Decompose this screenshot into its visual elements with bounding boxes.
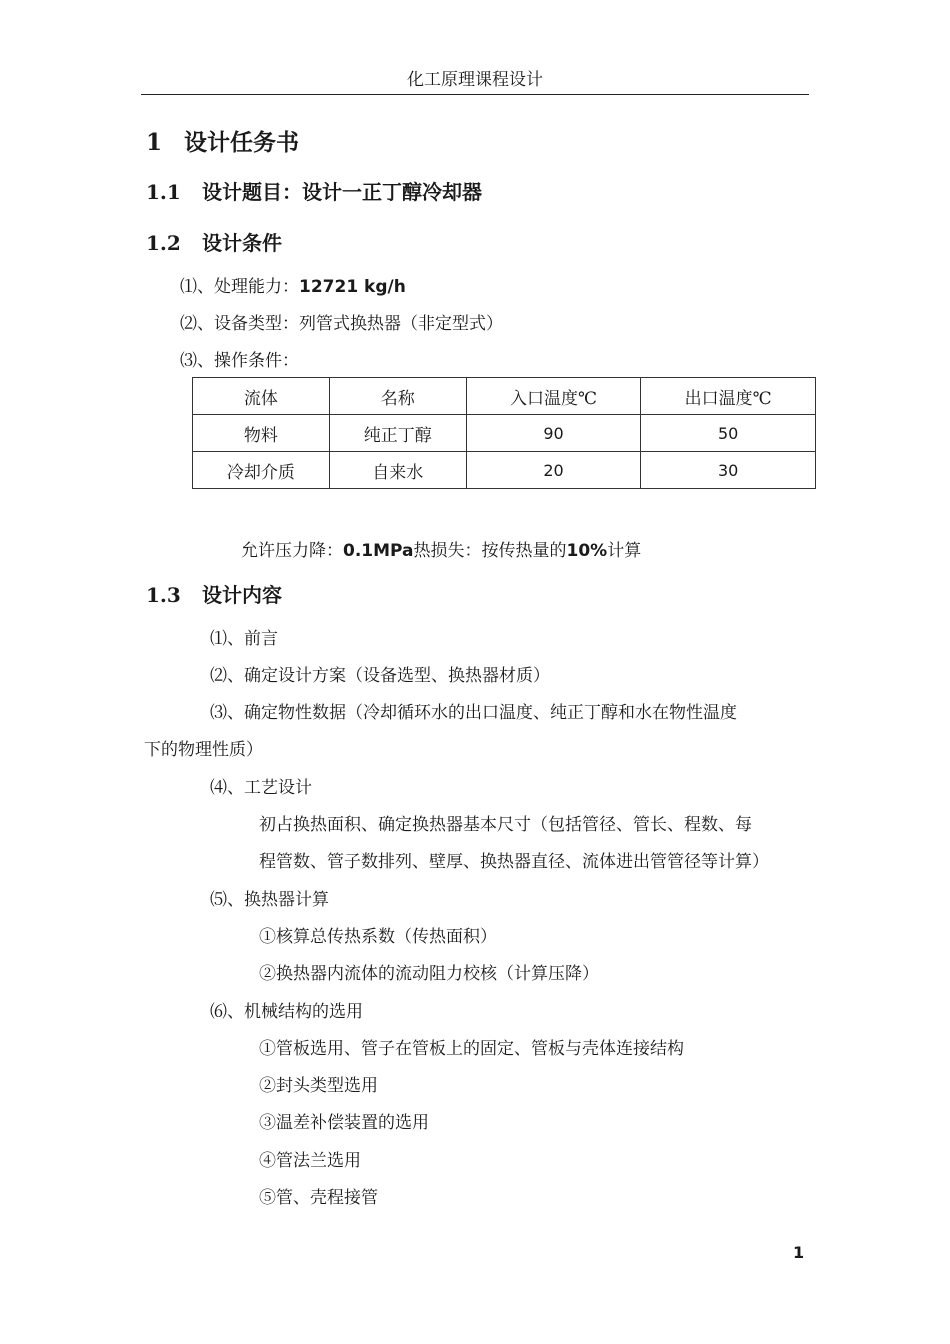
table-cell: 纯正丁醇: [329, 415, 466, 452]
section-number: 1.2: [146, 231, 181, 255]
page-header: 化工原理课程设计: [141, 66, 809, 95]
section-number: 1.1: [146, 180, 181, 204]
section-1-heading: [146, 124, 299, 157]
section-number: 1.3: [146, 583, 181, 607]
table-header-cell: 入口温度℃: [466, 378, 641, 415]
content-subitem: 程管数、管子数排列、壁厚、换热器直径、流体进出管管径等计算）: [259, 852, 769, 872]
table-row: [193, 415, 816, 452]
section-title: 设计题目：设计一正丁醇冷却器: [202, 180, 482, 204]
heat-loss-suffix: 计算: [607, 541, 642, 561]
table-cell: 冷却介质: [193, 452, 330, 489]
capacity-label: ⑴、处理能力：: [180, 277, 299, 297]
allowance-line: [241, 536, 641, 561]
content-item: ⑷、工艺设计: [210, 778, 312, 798]
section-number: 1: [146, 129, 163, 156]
section-title: 设计任务书: [184, 129, 299, 156]
content-item: ⑹、机械结构的选用: [210, 1002, 363, 1022]
pressure-drop-value: 0.1MPa: [343, 541, 414, 561]
section-1-1-heading: [146, 176, 482, 205]
section-title: 设计条件: [202, 231, 282, 255]
content-subitem: ①管板选用、管子在管板上的固定、管板与壳体连接结构: [259, 1039, 684, 1059]
table-row: [193, 452, 816, 489]
capacity-value: 12721 kg/h: [299, 277, 406, 297]
content-item: ⑸、换热器计算: [210, 890, 329, 910]
section-1-2-heading: [146, 227, 282, 256]
heat-loss-label: 热损失：按传热量的: [413, 541, 567, 561]
table-cell: 自来水: [329, 452, 466, 489]
content-subitem: ①核算总传热系数（传热面积）: [259, 927, 497, 947]
table-header-row: [193, 378, 816, 415]
content-subitem: ③温差补偿装置的选用: [259, 1113, 429, 1133]
content-subitem: ⑤管、壳程接管: [259, 1188, 378, 1208]
content-subitem: ②封头类型选用: [259, 1076, 378, 1096]
content-subitem: 初占换热面积、确定换热器基本尺寸（包括管径、管长、程数、每: [259, 815, 752, 835]
table-header-cell: 出口温度℃: [641, 378, 816, 415]
operating-conditions-line: ⑶、操作条件：: [180, 351, 299, 371]
equipment-type-line: ⑵、设备类型：列管式换热器（非定型式）: [180, 314, 503, 334]
heat-loss-value: 10%: [566, 541, 608, 561]
section-1-3-heading: [146, 579, 282, 608]
content-item: ⑴、前言: [210, 629, 278, 649]
table-header-cell: 名称: [329, 378, 466, 415]
capacity-line: [180, 272, 406, 297]
table-cell: 20: [466, 452, 641, 489]
content-item: ⑵、确定设计方案（设备选型、换热器材质）: [210, 666, 550, 686]
operating-conditions-table: [192, 377, 816, 489]
table-header-cell: 流体: [193, 378, 330, 415]
content-item: 下的物理性质）: [144, 740, 263, 760]
content-subitem: ④管法兰选用: [259, 1151, 361, 1171]
table-cell: 30: [641, 452, 816, 489]
content-item: ⑶、确定物性数据（冷却循环水的出口温度、纯正丁醇和水在物性温度: [210, 703, 737, 723]
page-number: 1: [793, 1243, 805, 1262]
table-cell: 90: [466, 415, 641, 452]
content-subitem: ②换热器内流体的流动阻力校核（计算压降）: [259, 964, 599, 984]
pressure-drop-label: 允许压力降：: [241, 541, 343, 561]
section-title: 设计内容: [202, 583, 282, 607]
table-cell: 50: [641, 415, 816, 452]
table-cell: 物料: [193, 415, 330, 452]
